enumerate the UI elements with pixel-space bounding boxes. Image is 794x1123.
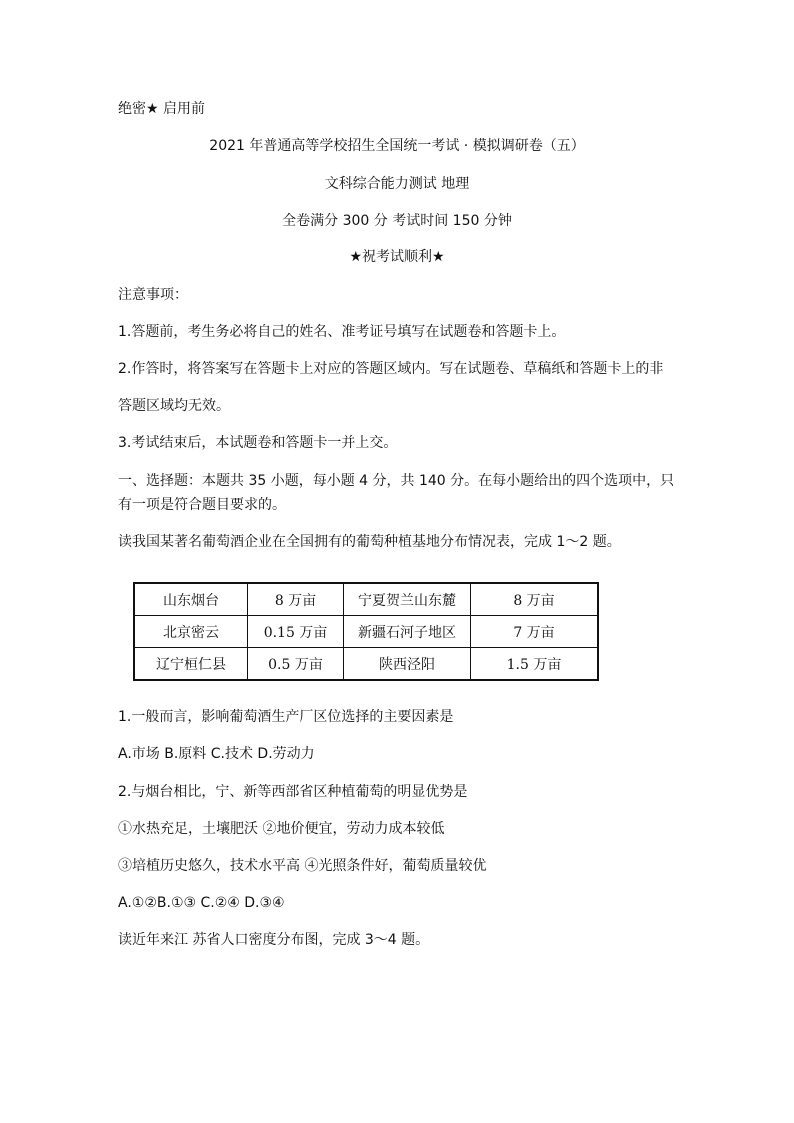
notes-title: 注意事项： bbox=[118, 287, 188, 303]
question-1: 1.一般而言，影响葡萄酒生产厂区位选择的主要因素是 bbox=[118, 709, 454, 725]
wish-line: ★祝考试顺利★ bbox=[349, 249, 445, 265]
section-heading: 一、选择题：本题共 35 小题，每小题 4 分，共 140 分。在每小题给出的四个选项中，只 bbox=[118, 473, 675, 489]
note-item: 2.作答时，将答案写在答题卡上对应的答题区域内。写在试题卷、草稿纸和答题卡上的非 bbox=[118, 361, 664, 377]
table-cell: 新疆石河子地区 bbox=[344, 616, 471, 648]
table-row bbox=[134, 616, 598, 648]
grape-base-table bbox=[133, 582, 599, 681]
table-cell: 山东烟台 bbox=[134, 583, 248, 616]
table-cell: 北京密云 bbox=[134, 616, 248, 648]
table-cell: 0.5 万亩 bbox=[248, 648, 344, 681]
question-2-statements: ①水热充足，土壤肥沃 ②地价便宜，劳动力成本较低 bbox=[118, 821, 445, 837]
note-item: 3.考试结束后，本试题卷和答题卡一并上交。 bbox=[118, 435, 398, 451]
exam-title: 2021 年普通高等学校招生全国统一考试 · 模拟调研卷（五） bbox=[209, 138, 585, 154]
question-2-statements: ③培植历史悠久，技术水平高 ④光照条件好，葡萄质量较优 bbox=[118, 858, 487, 874]
table-cell: 0.15 万亩 bbox=[248, 616, 344, 648]
table-cell: 1.5 万亩 bbox=[471, 648, 599, 681]
note-item: 1.答题前，考生务必将自己的姓名、准考证号填写在试题卷和答题卡上。 bbox=[118, 324, 566, 340]
table-cell: 7 万亩 bbox=[471, 616, 599, 648]
table-row bbox=[134, 583, 598, 616]
table-row bbox=[134, 648, 598, 681]
score-time: 全卷满分 300 分 考试时间 150 分钟 bbox=[282, 213, 512, 229]
table-cell: 辽宁桓仁县 bbox=[134, 648, 248, 681]
table-cell: 陕西泾阳 bbox=[344, 648, 471, 681]
table-intro: 读我国某著名葡萄酒企业在全国拥有的葡萄种植基地分布情况表，完成 1～2 题。 bbox=[118, 534, 621, 550]
table-cell: 宁夏贺兰山东麓 bbox=[344, 583, 471, 616]
note-item: 答题区域均无效。 bbox=[118, 398, 230, 414]
map-intro: 读近年来江 苏省人口密度分布图，完成 3～4 题。 bbox=[118, 932, 430, 948]
table-cell: 8 万亩 bbox=[248, 583, 344, 616]
section-heading-cont: 有一项是符合题目要求的。 bbox=[118, 497, 286, 513]
question-1-options: A.市场 B.原料 C.技术 D.劳动力 bbox=[118, 746, 315, 762]
secret-label: 绝密★ 启用前 bbox=[118, 101, 206, 117]
subject-title: 文科综合能力测试 地理 bbox=[324, 176, 470, 192]
question-2-options: A.①②B.①③ C.②④ D.③④ bbox=[118, 895, 285, 911]
question-2: 2.与烟台相比，宁、新等西部省区种植葡萄的明显优势是 bbox=[118, 784, 468, 800]
table-cell: 8 万亩 bbox=[471, 583, 599, 616]
